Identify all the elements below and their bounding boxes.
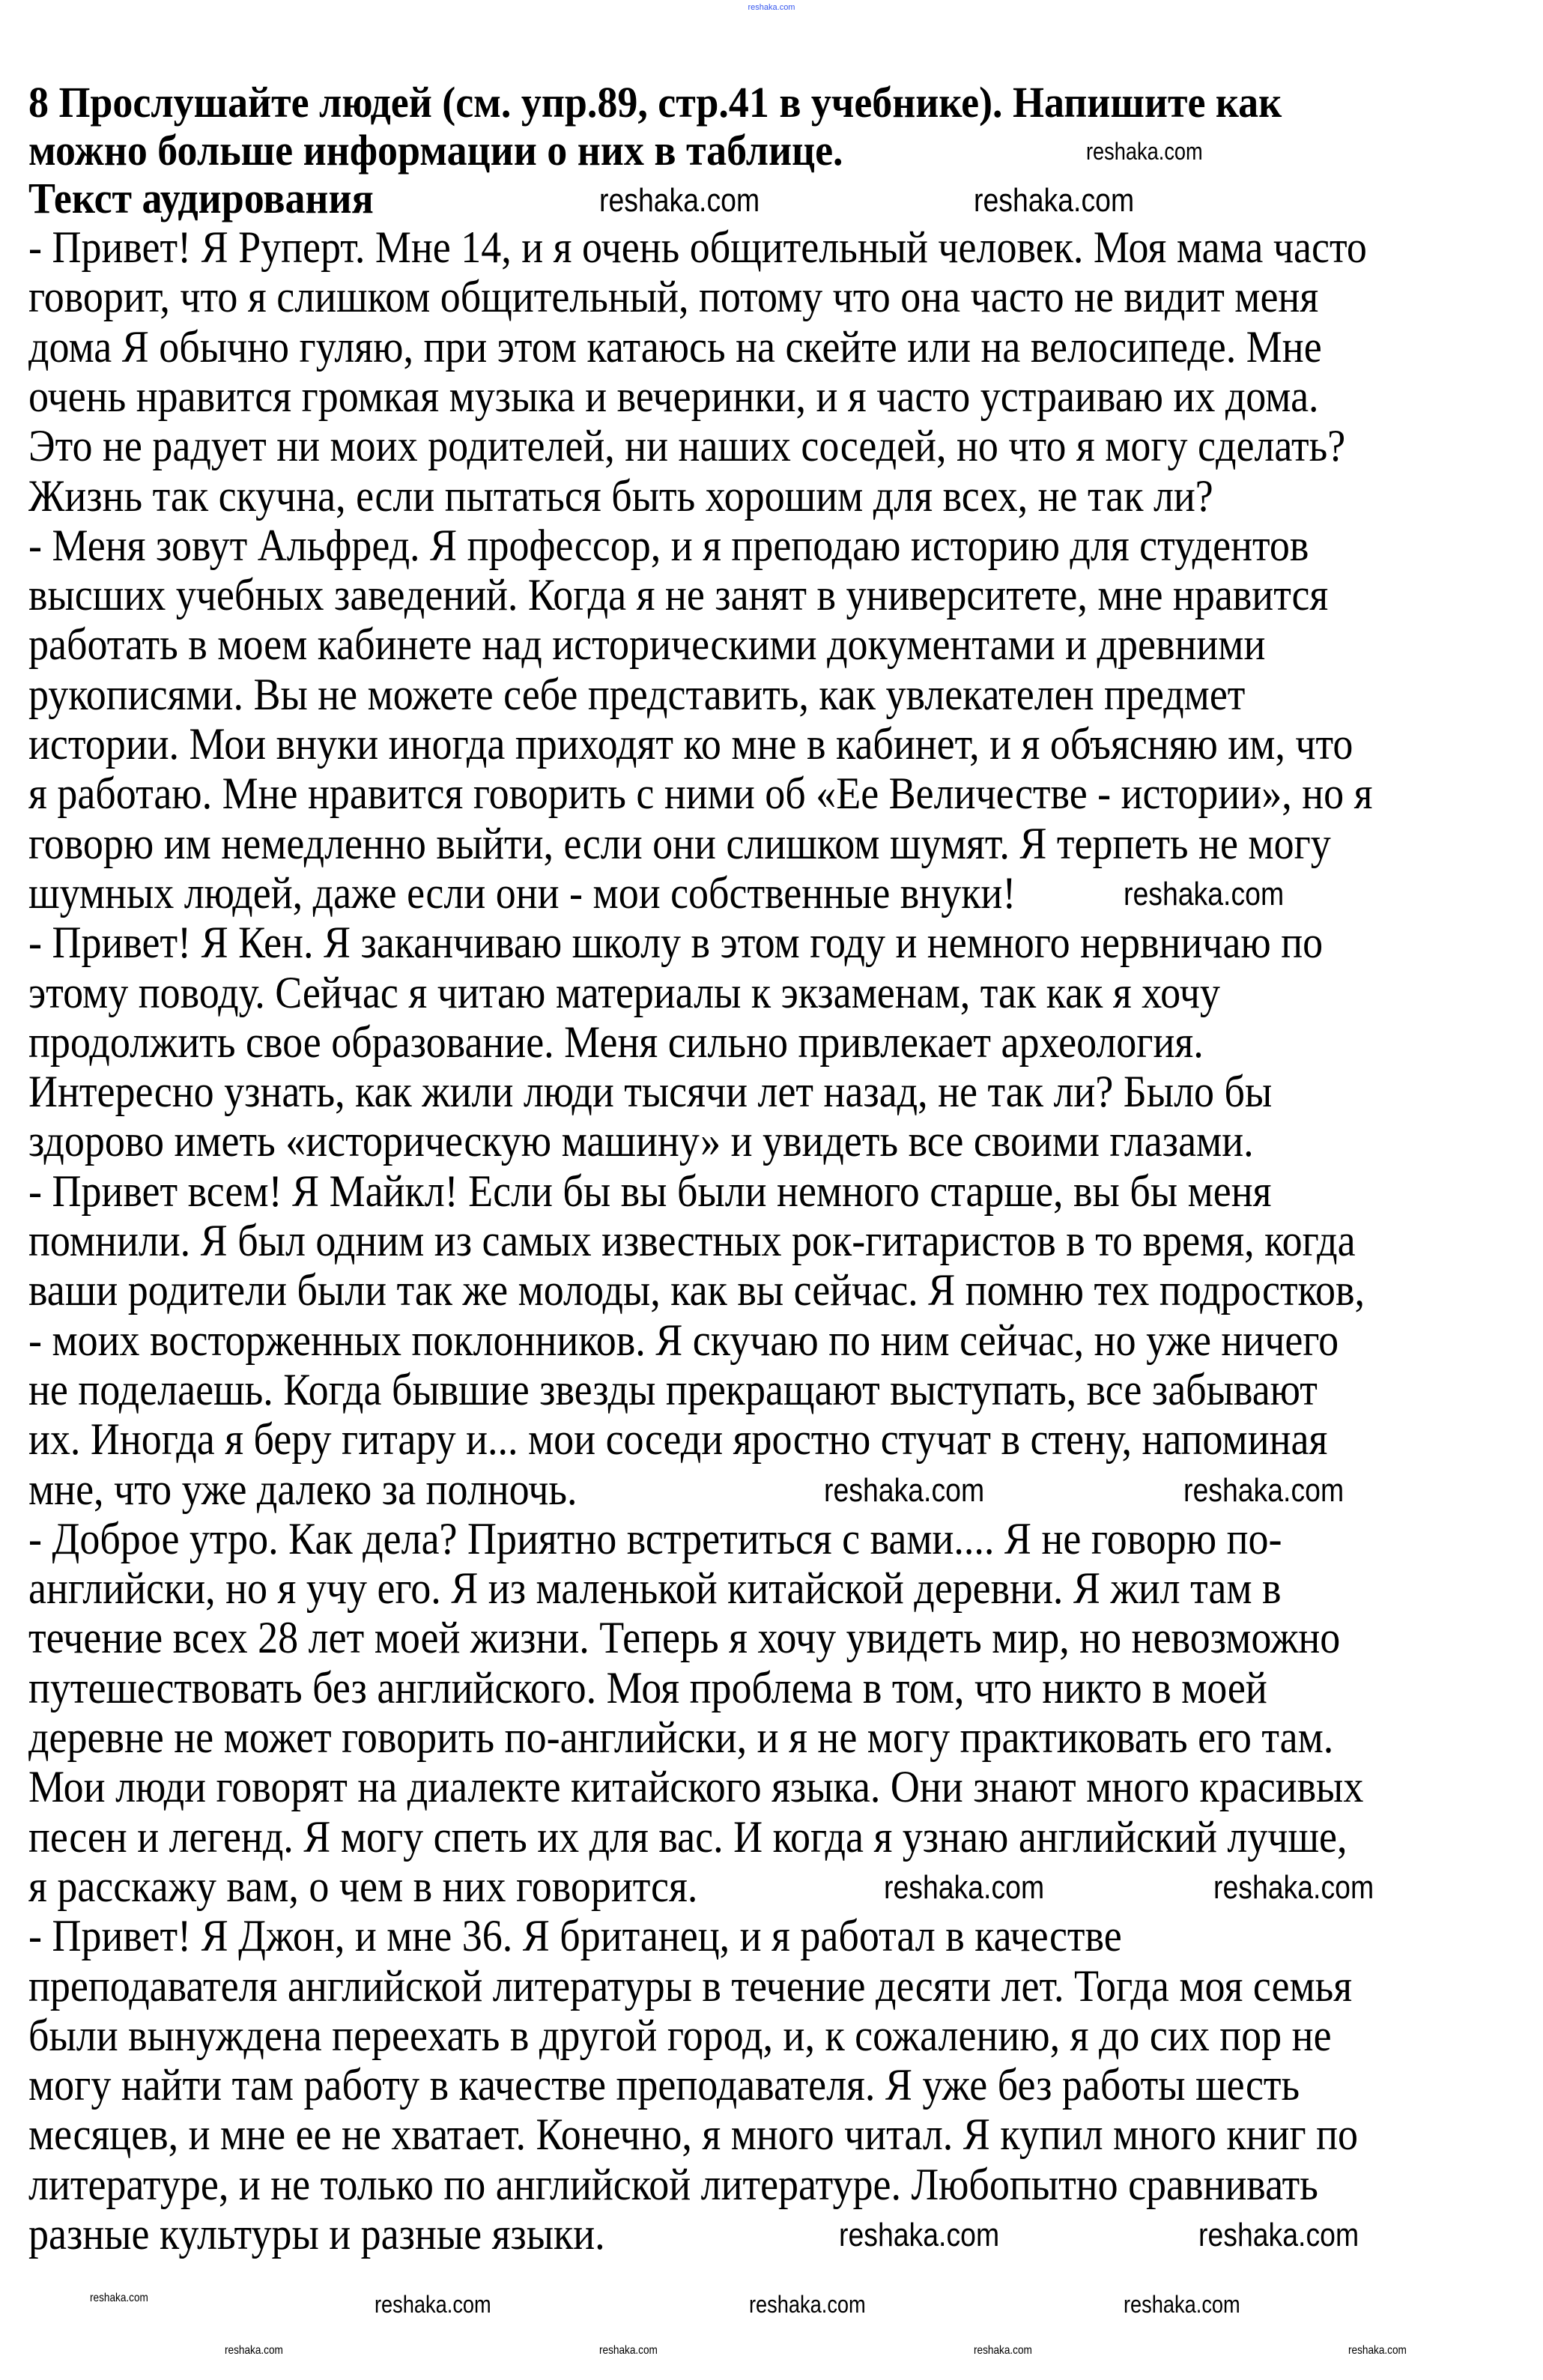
text-line: их. Иногда я беру гитару и... мои соседи яростно стучат в стену, напоминая <box>28 1414 1328 1464</box>
text-line: деревне не может говорить по-английски, и я не могу практиковать его там. <box>28 1713 1334 1762</box>
watermark: reshaka.com <box>375 2291 491 2318</box>
watermark: reshaka.com <box>1124 2291 1240 2318</box>
text-line: - Меня зовут Альфред. Я профессор, и я преподаю историю для студентов <box>28 521 1309 570</box>
text-line: шумных людей, даже если они - мои собственные внуки! <box>28 868 1016 918</box>
watermark: reshaka.com <box>884 1869 1045 1906</box>
watermark: reshaka.com <box>599 182 760 219</box>
watermark: reshaka.com <box>839 2217 1000 2253</box>
text-line: литературе, и не только по английской литературе. Любопытно сравнивать <box>28 2160 1318 2209</box>
text-line: здорово иметь «историческую машину» и увидеть все своими глазами. <box>28 1116 1254 1166</box>
watermark: reshaka.com <box>225 2344 283 2357</box>
text-line: песен и легенд. Я могу спеть их для вас. И когда я узнаю английский лучше, <box>28 1812 1348 1862</box>
text-line: Интересно узнать, как жили люди тысячи лет назад, не так ли? Было бы <box>28 1067 1273 1116</box>
text-line: высших учебных заведений. Когда я не занят в университете, мне нравится <box>28 570 1329 620</box>
watermark: reshaka.com <box>1124 876 1285 912</box>
text-line: ваши родители были так же молоды, как вы сейчас. Я помню тех подростков, <box>28 1265 1365 1315</box>
watermark: reshaka.com <box>1213 1869 1374 1906</box>
text-line: - Привет! Я Руперт. Мне 14, и я очень общительный человек. Моя мама часто <box>28 222 1367 272</box>
top-watermark: reshaka.com <box>748 3 795 12</box>
text-line: Мои люди говорят на диалекте китайского языка. Они знают много красивых <box>28 1762 1364 1811</box>
text-line: Это не радует ни моих родителей, ни наших соседей, но что я могу сделать? <box>28 421 1346 470</box>
text-line: рукописями. Вы не можете себе представить, как увлекателен предмет <box>28 670 1246 719</box>
text-line: разные культуры и разные языки. <box>28 2209 605 2259</box>
text-line: я расскажу вам, о чем в них говорится. <box>28 1862 698 1911</box>
text-line: я работаю. Мне нравится говорить с ними об «Ее Величестве - истории», но я <box>28 769 1373 818</box>
text-line: работать в моем кабинете над историческими документами и древними <box>28 620 1266 669</box>
text-line: говорю им немедленно выйти, если они слишком шумят. Я терпеть не могу <box>28 819 1331 868</box>
text-line: течение всех 28 лет моей жизни. Теперь я хочу увидеть мир, но невозможно <box>28 1613 1341 1662</box>
text-line: путешествовать без английского. Моя проблема в том, что никто в моей <box>28 1663 1267 1713</box>
text-line: мне, что уже далеко за полночь. <box>28 1465 578 1514</box>
text-line: - Доброе утро. Как дела? Приятно встретиться с вами.... Я не говорю по- <box>28 1514 1282 1563</box>
text-line: дома Я обычно гуляю, при этом катаюсь на скейте или на велосипеде. Мне <box>28 322 1322 372</box>
text-line: этому поводу. Сейчас я читаю материалы к экзаменам, так как я хочу <box>28 968 1220 1017</box>
watermark: reshaka.com <box>974 2344 1032 2357</box>
text-line: истории. Мои внуки иногда приходят ко мне в кабинет, и я объясняю им, что <box>28 719 1353 769</box>
text-line: - Привет! Я Джон, и мне 36. Я британец, и я работал в качестве <box>28 1911 1122 1960</box>
text-line: месяцев, и мне ее не хватает. Конечно, я много читал. Я купил много книг по <box>28 2110 1358 2159</box>
watermark: reshaka.com <box>824 1472 985 1509</box>
watermark: reshaka.com <box>1183 1472 1345 1509</box>
text-line: - Привет всем! Я Майкл! Если бы вы были немного старше, вы бы меня <box>28 1166 1272 1216</box>
text-line: английски, но я учу его. Я из маленькой китайской деревни. Я жил там в <box>28 1563 1282 1613</box>
text-line: очень нравится громкая музыка и вечеринки, и я часто устраиваю их дома. <box>28 372 1319 421</box>
text-line: Жизнь так скучна, если пытаться быть хорошим для всех, не так ли? <box>28 471 1213 521</box>
watermark: reshaka.com <box>1348 2344 1407 2357</box>
text-line: помнили. Я был одним из самых известных рок-гитаристов в то время, когда <box>28 1216 1356 1265</box>
text-line: продолжить свое образование. Меня сильно привлекает археология. <box>28 1017 1204 1067</box>
text-line: могу найти там работу в качестве преподавателя. Я уже без работы шесть <box>28 2060 1300 2110</box>
watermark: reshaka.com <box>1086 138 1203 165</box>
watermark: reshaka.com <box>974 182 1135 219</box>
exercise-heading: 8 Прослушайте людей (см. упр.89, стр.41 в учебнике). Напишите как <box>28 78 1282 127</box>
text-line: были вынуждена переехать в другой город, и, к сожалению, я до сих пор не <box>28 2011 1332 2060</box>
watermark: reshaka.com <box>90 2292 148 2304</box>
watermark: reshaka.com <box>599 2344 658 2357</box>
text-line: - Привет! Я Кен. Я заканчиваю школу в этом году и немного нервничаю по <box>28 918 1324 967</box>
text-line: - моих восторженных поклонников. Я скучаю по ним сейчас, но уже ничего <box>28 1315 1339 1365</box>
section-heading: Текст аудирования <box>28 174 374 222</box>
exercise-heading: можно больше информации о них в таблице. <box>28 126 843 175</box>
text-line: преподавателя английской литературы в течение десяти лет. Тогда моя семья <box>28 1961 1353 2011</box>
text-line: говорит, что я слишком общительный, потому что она часто не видит меня <box>28 272 1319 321</box>
text-line: не поделаешь. Когда бывшие звезды прекращают выступать, все забывают <box>28 1365 1318 1414</box>
watermark: reshaka.com <box>1198 2217 1359 2253</box>
watermark: reshaka.com <box>749 2291 866 2318</box>
